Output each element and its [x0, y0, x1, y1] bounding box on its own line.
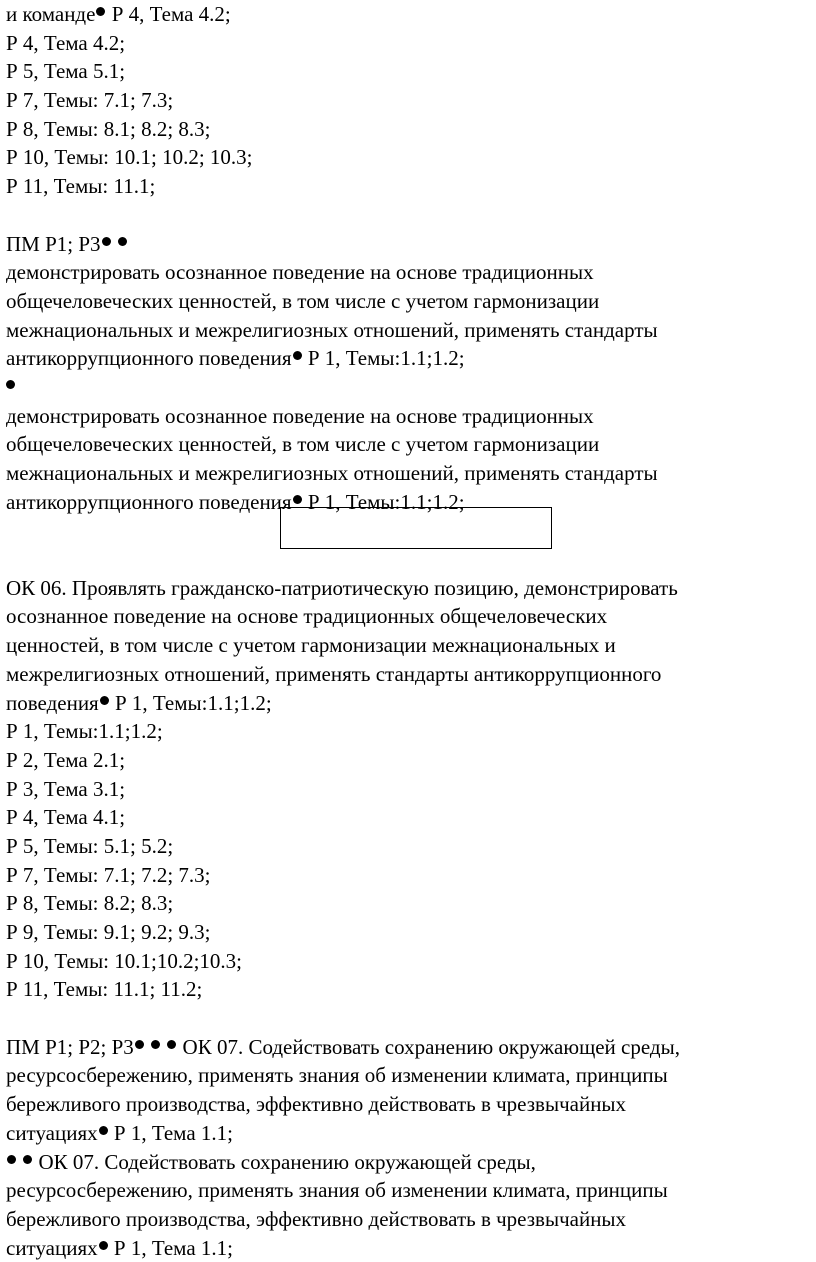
text-line: демонстрировать осознанное поведение на основе традиционных [6, 403, 594, 428]
text-line: общечеловеческих ценностей, в том числе с учетом гармонизации [6, 432, 600, 457]
text-line: ресурсосбережению, применять знания об изменении климата, принципы [6, 1063, 668, 1088]
text-line: осознанное поведение на основе традиционных общечеловеческих [6, 604, 608, 629]
text-fragment: Р 4, Тема 4.2; [106, 2, 231, 26]
text-line: Р 8, Темы: 8.1; 8.2; 8.3; [6, 116, 211, 141]
bullet-icon [96, 7, 105, 16]
bullet-icon [7, 1155, 16, 1164]
bullet-icon [99, 1126, 108, 1135]
text-fragment: поведения [6, 690, 99, 715]
text-line: Р 5, Темы: 5.1; 5.2; [6, 833, 174, 858]
text-line: Р 2, Тема 2.1; [6, 747, 126, 772]
text-line: бережливого производства, эффективно действовать в чрезвычайных [6, 1092, 627, 1117]
text-line [6, 1119, 812, 1148]
text-line [6, 1148, 812, 1177]
text-line: межрелигиозных отношений, применять стандарты антикоррупционного [6, 661, 662, 686]
bullet-icon [6, 380, 15, 389]
document-page [6, 0, 812, 1262]
text-line: межнациональных и межрелигиозных отношений, применять стандарты [6, 317, 658, 342]
text-fragment: Р 1, Тема 1.1; [108, 1120, 233, 1145]
bullet-icon [293, 495, 302, 504]
blank-line [6, 1004, 812, 1033]
text-fragment: ситуациях [6, 1235, 98, 1260]
text-line [6, 689, 812, 718]
text-fragment: ОК 07. Содействовать сохранению окружающей среды, [177, 1034, 680, 1059]
bullet-icon [293, 351, 302, 360]
text-line: Р 4, Тема 4.2; [6, 30, 126, 55]
blank-line [6, 201, 812, 230]
text-line: Р 5, Тема 5.1; [6, 59, 126, 84]
text-line [6, 1234, 812, 1262]
bullet-icon [167, 1040, 176, 1049]
text-line [6, 344, 812, 373]
text-fragment: и команде [6, 2, 96, 26]
bullet-line [6, 373, 812, 402]
text-line: Р 10, Темы: 10.1; 10.2; 10.3; [6, 145, 253, 170]
text-line: Р 9, Темы: 9.1; 9.2; 9.3; [6, 920, 211, 944]
text-fragment: Р 1, Темы:1.1;1.2; [302, 346, 465, 371]
text-line: межнациональных и межрелигиозных отношений, применять стандарты [6, 461, 658, 485]
text-fragment: ситуациях [6, 1120, 98, 1145]
text-fragment: ПМ Р1; Р2; Р3 [6, 1034, 134, 1059]
text-fragment: ПМ Р1; Р3 [6, 231, 101, 256]
text-line: бережливого производства, эффективно действовать в чрезвычайных [6, 1206, 627, 1231]
text-fragment: антикоррупционного поведения [6, 489, 292, 514]
text-line [6, 1033, 812, 1062]
bullet-icon [151, 1040, 160, 1049]
text-line: общечеловеческих ценностей, в том числе с учетом гармонизации [6, 288, 600, 313]
text-line [6, 230, 812, 259]
text-fragment: Р 1, Темы:1.1;1.2; [302, 489, 465, 514]
bullet-icon [118, 237, 127, 246]
blank-line [6, 545, 812, 574]
text-line: ценностей, в том числе с учетом гармонизации межнациональных и [6, 633, 616, 658]
text-line: ОК 06. Проявлять гражданско-патриотическую позицию, демонстрировать [6, 575, 678, 600]
text-line [6, 0, 812, 29]
text-line: Р 1, Темы:1.1;1.2; [6, 719, 163, 744]
text-line: Р 11, Темы: 11.1; 11.2; [6, 977, 203, 1002]
bullet-icon [23, 1155, 32, 1164]
bullet-icon [135, 1040, 144, 1049]
text-fragment: антикоррупционного поведения [6, 346, 292, 371]
text-line: Р 7, Темы: 7.1; 7.2; 7.3; [6, 862, 211, 887]
text-line: Р 3, Тема 3.1; [6, 776, 126, 801]
bullet-icon [99, 1241, 108, 1250]
bullet-icon [102, 237, 111, 246]
text-line: Р 8, Темы: 8.2; 8.3; [6, 891, 174, 916]
text-line: Р 7, Темы: 7.1; 7.3; [6, 88, 174, 113]
text-fragment: ОК 07. Содействовать сохранению окружающей среды, [33, 1149, 536, 1174]
text-fragment: Р 1, Тема 1.1; [108, 1235, 233, 1260]
text-line: Р 10, Темы: 10.1;10.2;10.3; [6, 948, 243, 973]
text-line: демонстрировать осознанное поведение на основе традиционных [6, 260, 594, 285]
text-line: Р 4, Тема 4.1; [6, 805, 126, 830]
text-fragment: Р 1, Темы:1.1;1.2; [109, 690, 272, 715]
text-line: ресурсосбережению, применять знания об изменении климата, принципы [6, 1178, 668, 1203]
bullet-icon [100, 696, 109, 705]
text-line: Р 11, Темы: 11.1; [6, 174, 156, 199]
empty-frame [280, 507, 552, 549]
